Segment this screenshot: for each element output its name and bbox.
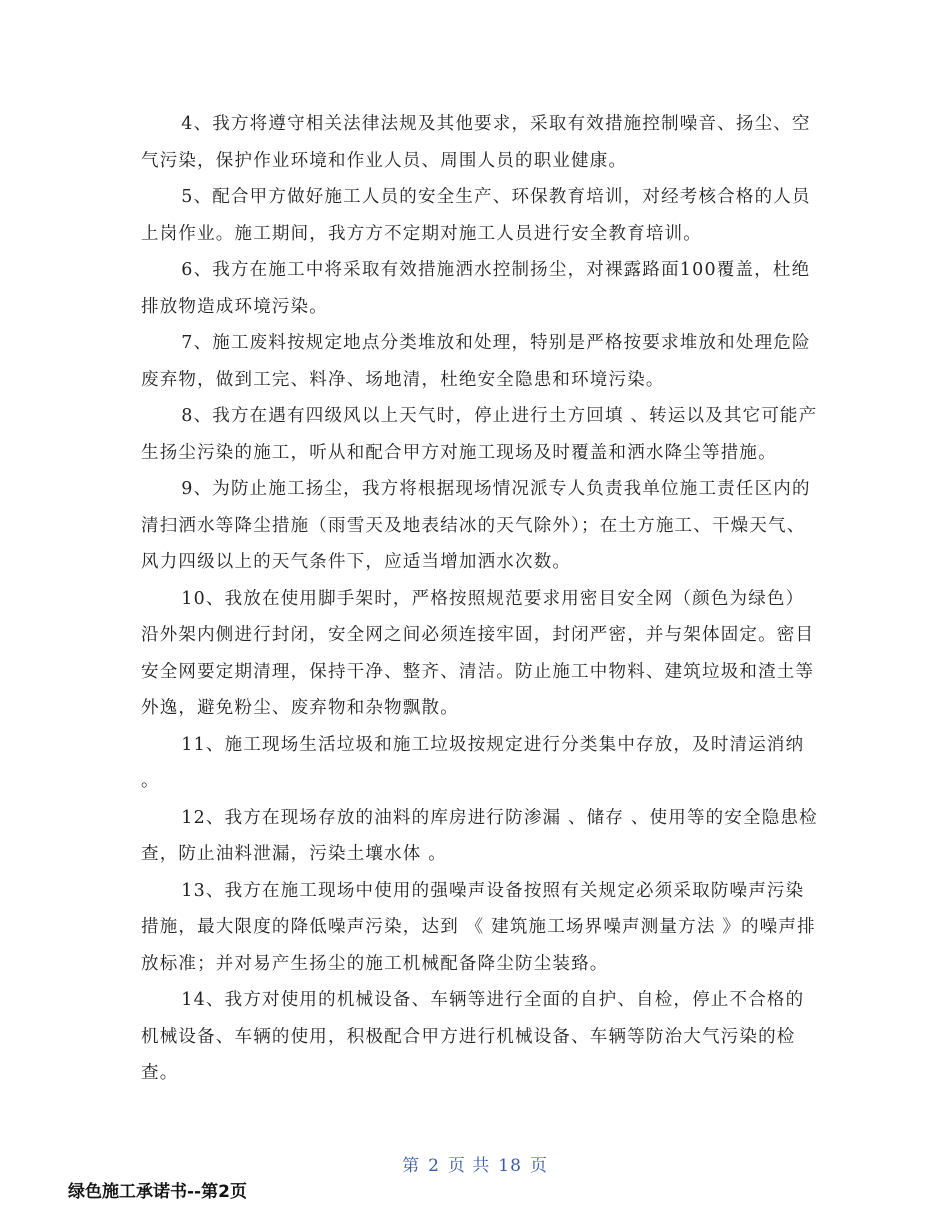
paragraph-7: 7、施工废料按规定地点分类堆放和处理，特别是严格按要求堆放和处理危险废弃物，做到工完、料净、场地清，杜绝安全隐患和环境污染。: [141, 333, 811, 390]
paragraph-9: 9、为防止施工扬尘，我方将根据现场情况派专人负责我单位施工责任区内的清扫洒水等降尘措施（雨雪天及地表结冰的天气除外）；在土方施工、干燥天气、风力四级以上的天气条件下，应适当增加洒水次数。: [141, 479, 811, 572]
paragraph-12: 12、我方在现场存放的油料的库房进行防渗漏 、储存 、使用等的安全隐患检查，防止油料泄漏，污染土壤水体 。: [141, 807, 818, 864]
paragraph-8: 8、我方在遇有四级风以上天气时，停止进行土方回填 、转运以及其它可能产生扬尘污染的施工，听从和配合甲方对施工现场及时覆盖和洒水降尘等措施。: [141, 406, 818, 463]
document-title-caption: 绿色施工承诺书--第2页: [68, 1182, 247, 1202]
paragraph-13: 13、我方在施工现场中使用的强噪声设备按照有关规定必须采取防噪声污染措施，最大限度的降低噪声污染，达到 《 建筑施工场界噪声测量方法 》的噪声排放标准；并对易产生扬尘的施工机械配备降尘防尘装臵。: [141, 880, 816, 974]
paragraph-14: 14、我方对使用的机械设备、车辆等进行全面的自护、自检，停止不合格的机械设备、车辆的使用，积极配合甲方进行机械设备、车辆等防治大气污染的检查。: [141, 990, 805, 1083]
paragraph-6: 6、我方在施工中将采取有效措施洒水控制扬尘，对裸露路面100覆盖，杜绝排放物造成环境污染。: [141, 260, 811, 317]
paragraph-5: 5、配合甲方做好施工人员的安全生产、环保教育培训，对经考核合格的人员上岗作业。施工期间，我方方不定期对施工人员进行安全教育培训。: [141, 187, 811, 244]
paragraph-11: 11、施工现场生活垃圾和施工垃圾按规定进行分类集中存放，及时清运消纳 。: [141, 734, 805, 791]
document-body: [141, 106, 821, 1092]
paragraph-10: 10、我放在使用脚手架时，严格按照规范要求用密目安全网（颜色为绿色）沿外架内侧进行封闭，安全网之间必须连接牢固，封闭严密，并与架体固定。密目安全网要定期清理，保持干净、整齐、清洁。防止施工中物料、建筑垃圾和渣土等外逸，避免粉尘、废弃物和杂物飘散。: [141, 588, 815, 718]
total-pages: 18: [498, 1156, 522, 1176]
page-mid: 页 共: [447, 1156, 491, 1176]
page-number: 2: [428, 1156, 440, 1176]
paragraph-4: 4、我方将遵守相关法律法规及其他要求，采取有效措施控制噪音、扬尘、空气污染，保护作业环境和作业人员、周围人员的职业健康。: [141, 114, 811, 171]
page-footer: [0, 1151, 950, 1176]
page-suffix: 页: [529, 1156, 548, 1176]
page-prefix: 第: [402, 1156, 421, 1176]
